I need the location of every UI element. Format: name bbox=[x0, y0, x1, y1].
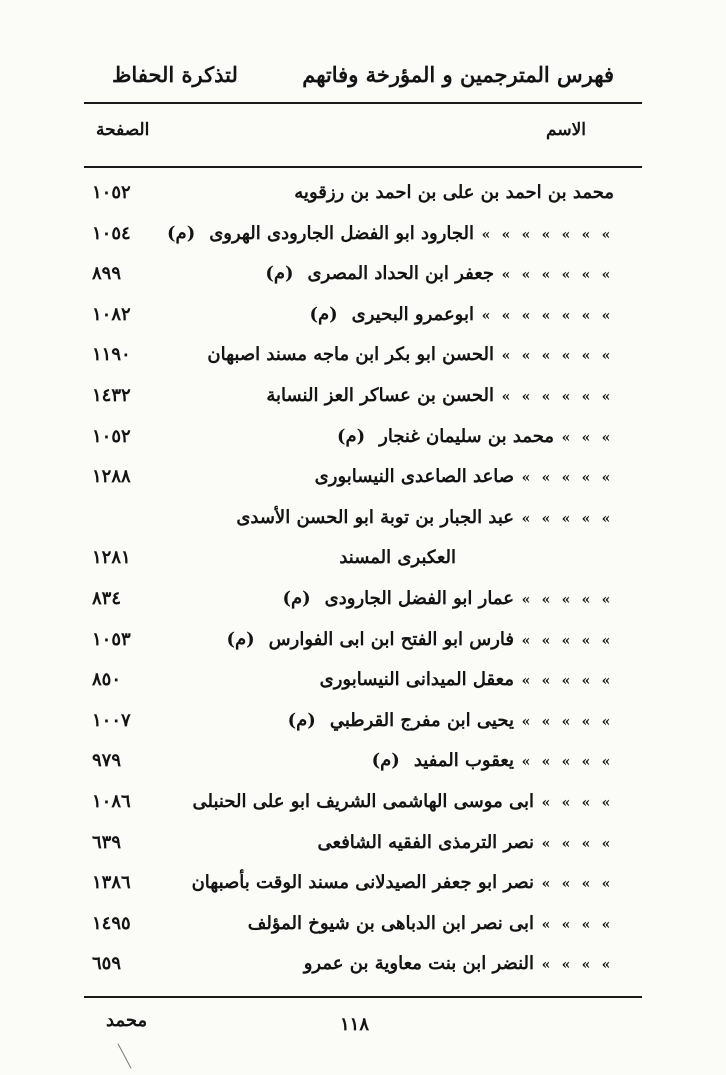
ditto-mark: » bbox=[521, 267, 531, 284]
ditto-mark: » bbox=[521, 592, 531, 608]
ditto-mark: » bbox=[521, 307, 531, 324]
ditto-mark: » bbox=[501, 226, 511, 243]
entry-page: ١٣٨٦ bbox=[92, 872, 131, 894]
ditto-mark: » bbox=[501, 307, 511, 324]
index-entry bbox=[320, 663, 616, 698]
ditto-mark: » bbox=[561, 470, 571, 487]
ditto-mark: » bbox=[581, 429, 591, 446]
index-entry bbox=[266, 379, 616, 414]
ditto-mark: » bbox=[561, 348, 571, 365]
ditto-mark: » bbox=[541, 348, 551, 365]
ditto-mark: » bbox=[501, 348, 511, 365]
entry-name: يعقوب المفيد bbox=[413, 750, 514, 772]
entry-page: ١٢٨٨ bbox=[92, 466, 131, 488]
ditto-mark: » bbox=[541, 916, 551, 933]
index-entry bbox=[193, 785, 616, 820]
ditto-mark: » bbox=[601, 226, 611, 243]
header-rule bbox=[84, 166, 642, 168]
index-entry bbox=[304, 947, 616, 982]
entry-page: ٦٣٩ bbox=[92, 831, 122, 853]
index-row bbox=[0, 257, 726, 297]
entry-page: ١٠٨٦ bbox=[92, 791, 131, 812]
ditto-mark: » bbox=[601, 470, 611, 487]
ditto-mark: » bbox=[521, 754, 531, 771]
index-entry bbox=[339, 541, 458, 575]
ditto-mark: » bbox=[561, 510, 571, 527]
ditto-mark: » bbox=[581, 916, 591, 933]
ditto-mark: » bbox=[581, 267, 591, 284]
ditto-mark: » bbox=[561, 916, 571, 933]
ditto-mark: » bbox=[541, 632, 551, 649]
entry-mark: (م) bbox=[167, 222, 196, 244]
entry-page: ٨٣٤ bbox=[92, 588, 122, 609]
entry-name: محمد بن احمد بن على بن احمد بن رزقويه bbox=[294, 182, 614, 203]
index-row bbox=[0, 501, 726, 541]
entry-page: ١٠٥٤ bbox=[92, 222, 131, 244]
ditto-mark: » bbox=[581, 348, 591, 365]
ditto-mark: » bbox=[501, 267, 511, 284]
ditto-mark: » bbox=[541, 592, 551, 608]
entry-name: نصر ابو جعفر الصيدلانى مسند الوقت بأصبهان bbox=[191, 872, 534, 894]
entry-page: ٦٥٩ bbox=[92, 953, 122, 975]
ditto-mark: » bbox=[521, 389, 531, 405]
index-row bbox=[0, 704, 726, 744]
ditto-mark: » bbox=[561, 876, 571, 893]
ditto-mark: » bbox=[601, 876, 611, 893]
index-row bbox=[0, 338, 726, 378]
ditto-mark: » bbox=[521, 348, 531, 365]
ditto-mark: » bbox=[581, 754, 591, 771]
ditto-mark: » bbox=[601, 348, 611, 365]
ditto-mark: » bbox=[581, 632, 591, 649]
entry-page: ١٠٨٢ bbox=[92, 303, 131, 325]
running-title-left: لتذكرة الحفاظ bbox=[112, 62, 238, 87]
ditto-mark: » bbox=[601, 795, 611, 811]
ditto-mark: » bbox=[521, 713, 531, 730]
entry-name: ابى موسى الهاشمى الشريف ابو على الحنبلى bbox=[192, 791, 534, 812]
ditto-mark: » bbox=[521, 510, 531, 527]
entry-name: النضر ابن بنت معاوية بن عمرو bbox=[303, 953, 534, 975]
index-row bbox=[0, 866, 726, 906]
ditto-mark: » bbox=[541, 267, 551, 284]
entry-name: يحيى ابن مفرج القرطبي bbox=[329, 709, 514, 731]
entry-name: نصر الترمذى الفقيه الشافعى bbox=[317, 831, 534, 853]
entry-page: ٩٧٩ bbox=[92, 750, 122, 772]
index-row bbox=[0, 947, 726, 987]
ditto-mark: » bbox=[541, 307, 551, 324]
ditto-mark: » bbox=[601, 307, 611, 324]
ditto-mark: » bbox=[601, 429, 611, 446]
index-row bbox=[0, 379, 726, 419]
index-entry bbox=[337, 420, 616, 455]
entry-page: ١٤٩٥ bbox=[92, 912, 131, 934]
ditto-mark: » bbox=[541, 389, 551, 405]
ditto-mark: » bbox=[581, 876, 591, 893]
entry-mark: (م) bbox=[309, 303, 338, 325]
index-entry bbox=[192, 866, 616, 901]
catchword: محمد bbox=[106, 1010, 148, 1031]
entry-name: عبد الجبار بن توبة ابو الحسن الأسدى bbox=[236, 506, 514, 528]
index-entry bbox=[282, 582, 616, 617]
top-rule bbox=[84, 102, 642, 104]
entry-name: عمار ابو الفضل الجارودى bbox=[324, 588, 514, 609]
ditto-mark: » bbox=[561, 307, 571, 324]
ditto-mark: » bbox=[601, 510, 611, 527]
ditto-mark: » bbox=[521, 673, 531, 690]
index-row bbox=[0, 663, 726, 703]
ditto-mark: » bbox=[541, 713, 551, 730]
ditto-mark: » bbox=[541, 226, 551, 243]
column-header-page: الصفحة bbox=[96, 120, 150, 140]
ditto-mark: » bbox=[581, 307, 591, 324]
index-row bbox=[0, 176, 726, 216]
index-entry bbox=[294, 176, 616, 210]
index-entry bbox=[288, 704, 616, 739]
entry-name: فارس ابو الفتح ابن ابى الفوارس bbox=[268, 628, 514, 650]
ditto-mark: » bbox=[541, 470, 551, 487]
index-entry bbox=[207, 338, 616, 373]
ditto-mark: » bbox=[481, 226, 491, 243]
ditto-mark: » bbox=[561, 754, 571, 771]
ditto-mark: » bbox=[541, 795, 551, 811]
entry-name: صاعد الصاعدى النيسابورى bbox=[314, 466, 514, 488]
entry-name: جعفر ابن الحداد المصرى bbox=[307, 263, 494, 285]
ditto-mark: » bbox=[581, 389, 591, 405]
entry-name: ابوعمرو البحيرى bbox=[351, 303, 474, 325]
entry-mark: (م) bbox=[287, 709, 316, 731]
entry-page: ١٠٥٢ bbox=[92, 182, 131, 203]
entry-name: الحسن ابو بكر ابن ماجه مسند اصبهان bbox=[207, 344, 494, 366]
ditto-mark: » bbox=[541, 510, 551, 527]
ditto-mark: » bbox=[561, 795, 571, 811]
index-entry bbox=[372, 744, 616, 779]
entry-page: ٨٩٩ bbox=[92, 263, 122, 285]
ditto-mark: » bbox=[581, 226, 591, 243]
ditto-mark: » bbox=[581, 470, 591, 487]
ditto-mark: » bbox=[541, 754, 551, 771]
entry-page: ١٠٠٧ bbox=[92, 709, 131, 731]
ditto-mark: » bbox=[521, 226, 531, 243]
entry-mark: (م) bbox=[282, 588, 311, 609]
index-row bbox=[0, 623, 726, 663]
bottom-rule bbox=[84, 996, 642, 998]
ditto-mark: » bbox=[581, 835, 591, 852]
ditto-mark: » bbox=[541, 835, 551, 852]
entry-page: ١٠٥٣ bbox=[92, 628, 131, 650]
ditto-mark: » bbox=[561, 429, 571, 446]
ditto-mark: » bbox=[481, 307, 491, 324]
ditto-mark: » bbox=[501, 389, 511, 405]
ditto-mark: » bbox=[601, 267, 611, 284]
entry-mark: (م) bbox=[265, 263, 294, 285]
index-row bbox=[0, 460, 726, 500]
index-row bbox=[0, 907, 726, 947]
index-entry bbox=[315, 460, 616, 495]
ditto-mark: » bbox=[601, 957, 611, 974]
index-entry bbox=[265, 257, 616, 292]
index-entry bbox=[226, 623, 616, 658]
ditto-mark: » bbox=[581, 510, 591, 527]
ditto-mark: » bbox=[561, 835, 571, 852]
ditto-mark: » bbox=[561, 592, 571, 608]
index-entry bbox=[318, 826, 616, 861]
ditto-mark: » bbox=[561, 632, 571, 649]
ditto-mark: » bbox=[601, 673, 611, 690]
ditto-mark: » bbox=[561, 673, 571, 690]
index-row bbox=[0, 420, 726, 460]
ditto-mark: » bbox=[521, 632, 531, 649]
page-number: ١١٨ bbox=[340, 1014, 370, 1035]
index-entry bbox=[236, 501, 616, 536]
pencil-mark bbox=[117, 1043, 131, 1068]
ditto-mark: » bbox=[521, 470, 531, 487]
entry-page: ١٢٨١ bbox=[92, 547, 131, 569]
ditto-mark: » bbox=[601, 754, 611, 771]
ditto-mark: » bbox=[601, 916, 611, 933]
index-row bbox=[0, 582, 726, 622]
entry-name: ابى نصر ابن الدباهى بن شيوخ المؤلف bbox=[247, 912, 534, 934]
ditto-mark: » bbox=[561, 713, 571, 730]
ditto-mark: » bbox=[601, 835, 611, 852]
index-entry bbox=[248, 907, 616, 942]
index-row bbox=[0, 744, 726, 784]
ditto-mark: » bbox=[541, 957, 551, 974]
ditto-mark: » bbox=[601, 632, 611, 649]
ditto-mark: » bbox=[541, 876, 551, 893]
ditto-mark: » bbox=[581, 673, 591, 690]
ditto-mark: » bbox=[561, 226, 571, 243]
ditto-mark: » bbox=[581, 713, 591, 730]
entry-name: معقل الميدانى النيسابورى bbox=[319, 669, 514, 691]
entry-mark: (م) bbox=[226, 628, 255, 650]
ditto-mark: » bbox=[601, 592, 611, 608]
index-row bbox=[0, 826, 726, 866]
index-entry bbox=[309, 298, 616, 333]
ditto-mark: » bbox=[561, 957, 571, 974]
entry-name: الحسن بن عساكر العز النسابة bbox=[266, 385, 494, 406]
entry-mark: (م) bbox=[336, 425, 366, 447]
index-row bbox=[0, 541, 726, 581]
ditto-mark: » bbox=[541, 673, 551, 690]
entry-name: العكبرى المسند bbox=[339, 547, 456, 569]
running-title-right: فهرس المترجمين و المؤرخة وفاتهم bbox=[302, 62, 614, 87]
index-row bbox=[0, 298, 726, 338]
ditto-mark: » bbox=[561, 389, 571, 405]
entry-name: محمد بن سليمان غنجار bbox=[379, 425, 554, 447]
column-header-name: الاسم bbox=[546, 120, 586, 140]
index-row bbox=[0, 217, 726, 257]
entry-page: ١٤٣٢ bbox=[92, 385, 131, 406]
entry-mark: (م) bbox=[371, 750, 400, 772]
ditto-mark: » bbox=[581, 592, 591, 608]
ditto-mark: » bbox=[581, 957, 591, 974]
index-entry bbox=[167, 217, 616, 252]
entry-page: ١٠٥٢ bbox=[92, 425, 131, 447]
entry-name: الجارود ابو الفضل الجارودى الهروى bbox=[209, 222, 474, 244]
entry-page: ١١٩٠ bbox=[92, 344, 131, 366]
ditto-mark: » bbox=[601, 389, 611, 405]
ditto-mark: » bbox=[601, 713, 611, 730]
entry-page: ٨٥٠ bbox=[92, 669, 122, 691]
ditto-mark: » bbox=[581, 795, 591, 811]
index-row bbox=[0, 785, 726, 825]
ditto-mark: » bbox=[561, 267, 571, 284]
